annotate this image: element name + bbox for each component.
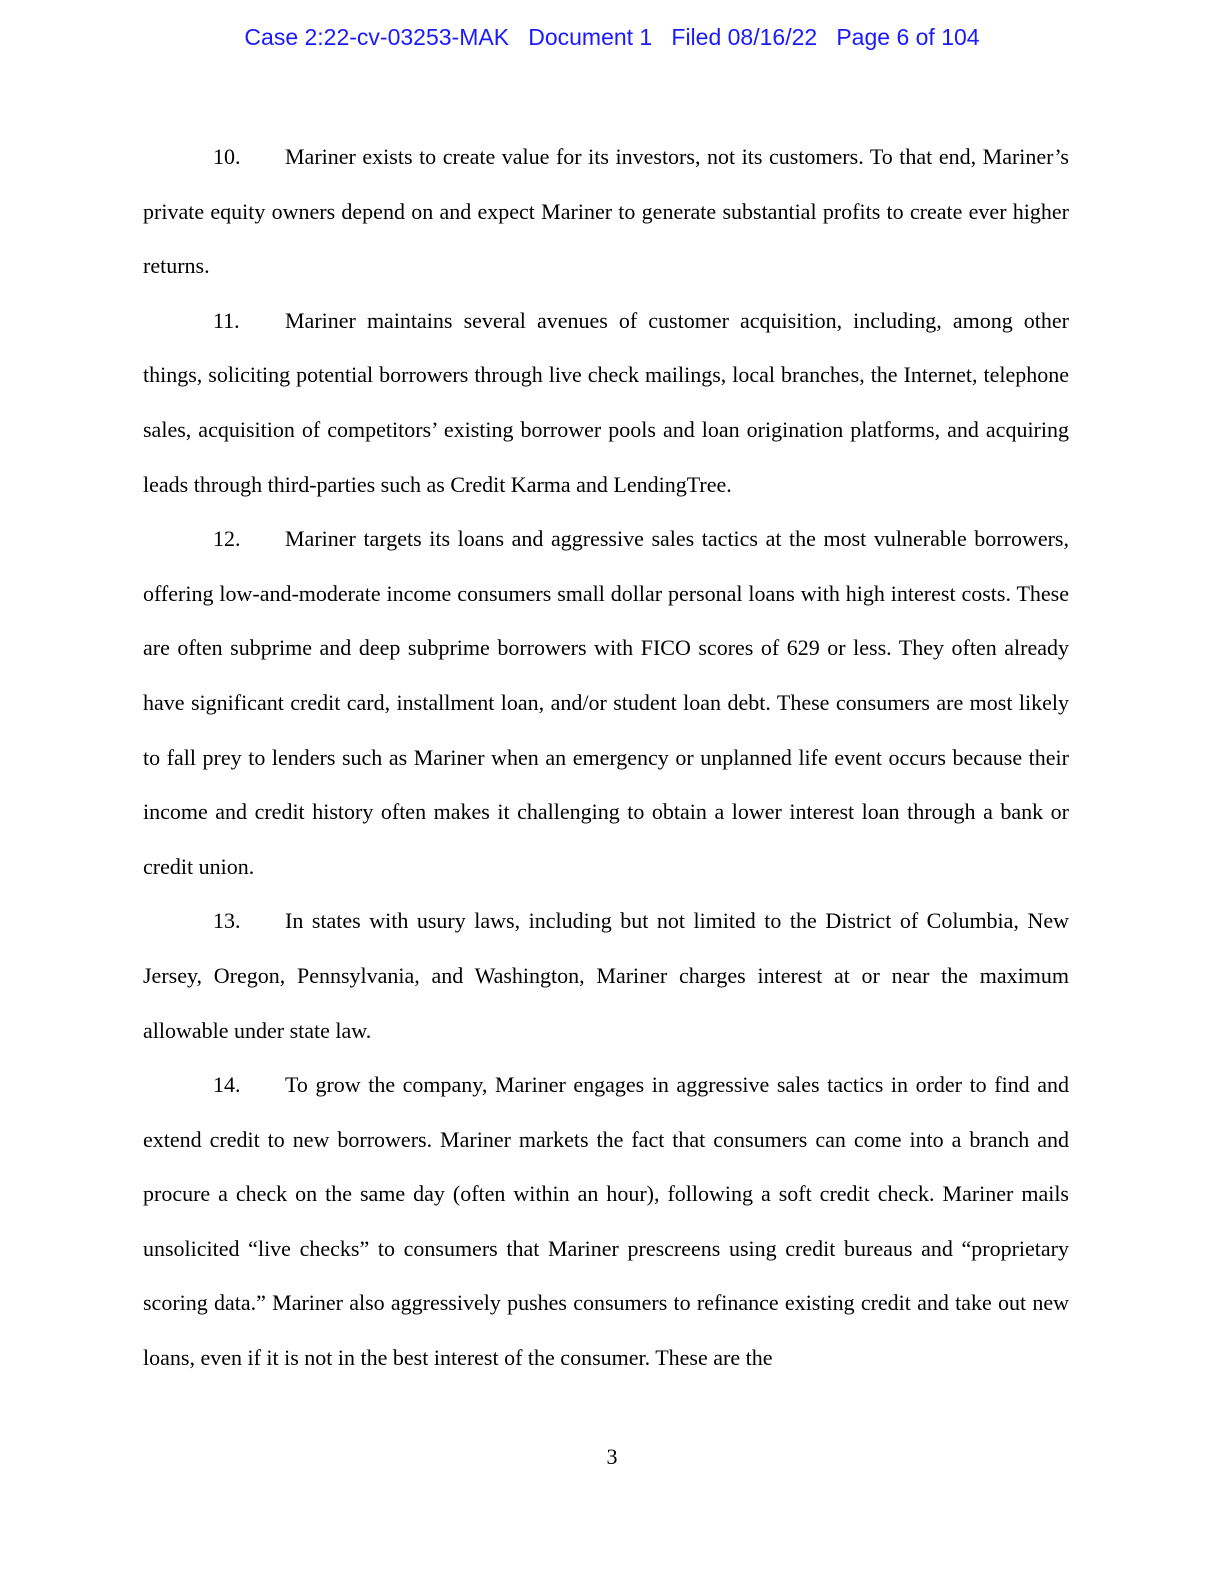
page-number: 3 xyxy=(606,1444,618,1469)
paragraph-number: 11. xyxy=(213,307,240,333)
case-header: Case 2:22-cv-03253-MAK Document 1 Filed 08/16/22 Page 6 of 104 xyxy=(244,24,980,50)
paragraph-number: 14. xyxy=(213,1072,241,1098)
paragraph-10 xyxy=(143,130,1069,294)
paragraph-11 xyxy=(143,294,1069,512)
paragraph-number: 10. xyxy=(213,144,241,169)
paragraph-text: Mariner targets its loans and aggressive sales tactics at the most vulnerable borrowers, offering low-and-moderate income consumers small dollar personal loans with high interest costs. These are often subprime and deep subprime borrowers with FICO scores of 629 or less. They often already have significant credit card, installment loan, and/or student loan debt. These consumers are most likely to fall prey to lenders such as Mariner when an emergency or unplanned life event occurs because their income and credit history often makes it challenging to obtain a lower interest loan through a bank or credit union. xyxy=(143,526,1069,879)
document-body xyxy=(143,130,1069,1386)
paragraph-text: Mariner maintains several avenues of customer acquisition, including, among other things, soliciting potential borrowers through live check mailings, local branches, the Internet, telephone sales, acquisition of competitors’ existing borrower pools and loan origination platforms, and acquiring leads through third-parties such as Credit Karma and LendingTree. xyxy=(143,307,1069,497)
paragraph-12 xyxy=(143,512,1069,894)
paragraph-number: 13. xyxy=(213,908,241,934)
paragraph-14 xyxy=(143,1058,1069,1386)
paragraph-text: To grow the company, Mariner engages in aggressive sales tactics in order to find and extend credit to new borrowers. Mariner markets the fact that consumers can come into a branch and procure a check on the same day (often within an hour), following a soft credit check. Mariner mails unsolicited “live checks” to consumers that Mariner prescreens using credit bureaus and “proprietary scoring data.” Mariner also aggressively pushes consumers to refinance existing credit and take out new loans, even if it is not in the best interest of the consumer. These are the xyxy=(143,1072,1069,1371)
paragraph-number: 12. xyxy=(213,526,241,552)
paragraph-text: Mariner exists to create value for its investors, not its customers. To that end, Mariner’s private equity owners depend on and expect Mariner to generate substantial profits to create ever higher returns. xyxy=(143,144,1069,279)
paragraph-text: In states with usury laws, including but not limited to the District of Columbia, New Jersey, Oregon, Pennsylvania, and Washington, Mariner charges interest at or near the maximum allowable under state law. xyxy=(143,908,1069,1043)
paragraph-13 xyxy=(143,894,1069,1058)
